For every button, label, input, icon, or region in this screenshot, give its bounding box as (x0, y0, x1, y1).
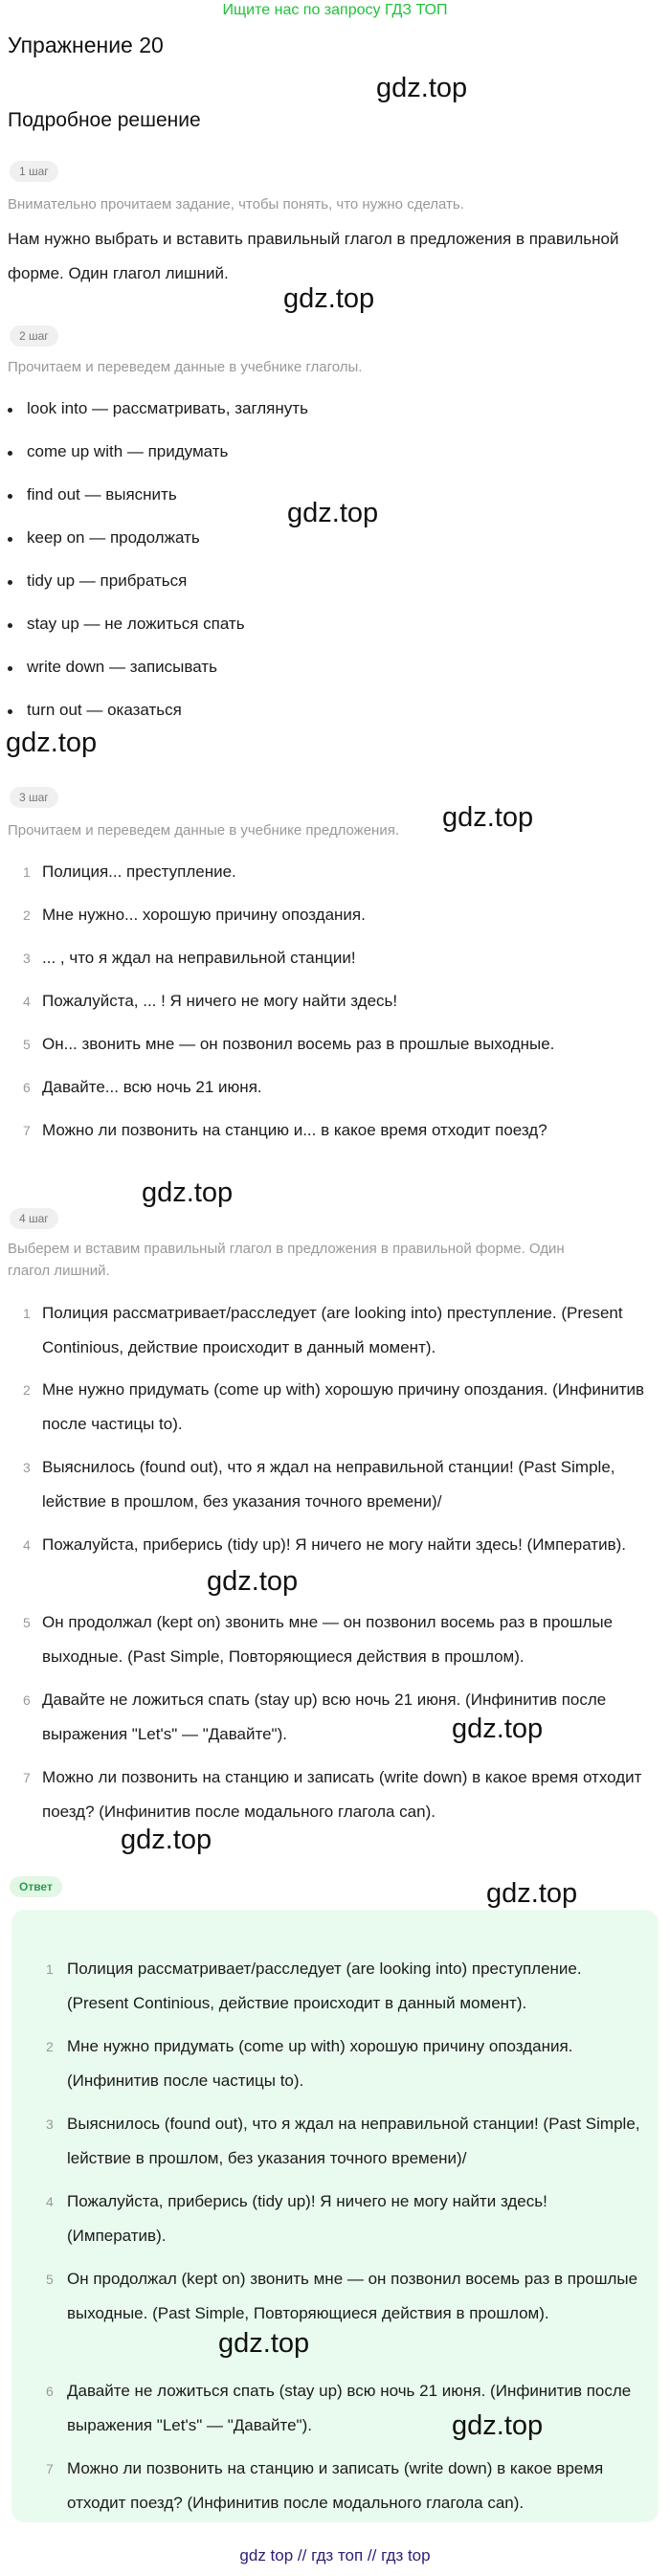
watermark: gdz.top (207, 1566, 299, 1597)
step-badge-4: 4 шаг (10, 1208, 58, 1229)
verb-item: stay up — не ложиться спать (27, 615, 245, 633)
step-badge-2: 2 шаг (10, 325, 58, 347)
watermark: gdz.top (283, 283, 375, 314)
footer-links: gdz top // гдз топ // гдз top (239, 2546, 431, 2565)
verb-item: come up with — придумать (27, 442, 229, 460)
verb-item: turn out — оказаться (27, 701, 182, 719)
step-1-text: Нам нужно выбрать и вставить правильный глагол в предложения в правильной форме. Один глагол лишний. (8, 230, 619, 282)
step-3-intro: Прочитаем и переведем данные в учебнике предложения. (8, 822, 400, 839)
watermark: gdz.top (287, 498, 379, 528)
watermark: gdz.top (121, 1825, 212, 1855)
step-4-intro: Выберем и вставим правильный глагол в предложения в правильной форме. Один глагол лишний. (8, 1241, 565, 1279)
answer-badge: Ответ (10, 1876, 62, 1897)
watermark: gdz.top (452, 1714, 544, 1744)
watermark: gdz.top (6, 728, 98, 758)
verb-item: look into — рассматривать, заглянуть (27, 399, 308, 417)
watermark: gdz.top (142, 1177, 234, 1208)
step-1-intro: Внимательно прочитаем задание, чтобы понять, что нужно сделать. (8, 196, 464, 213)
page-title: Упражнение 20 (8, 33, 164, 57)
verb-item: tidy up — прибраться (27, 571, 188, 590)
watermark: gdz.top (218, 2328, 310, 2359)
search-banner: Ищите нас по запросу ГДЗ ТОП (222, 2, 448, 18)
step-2-intro: Прочитаем и переведем данные в учебнике глаголы. (8, 359, 363, 375)
step-badge-1: 1 шаг (10, 161, 58, 182)
watermark: gdz.top (376, 73, 468, 103)
verb-item: keep on — продолжать (27, 528, 200, 547)
verb-item: find out — выяснить (27, 485, 177, 504)
watermark: gdz.top (452, 2410, 544, 2441)
section-title: Подробное решение (8, 109, 201, 131)
verb-item: write down — записывать (27, 658, 217, 676)
answer-box: 1 Полиция рассматривает/расследует (are looking into) преступление. (Present Continious, действие происходит в данный момент). 2 Мне нужно придумать (come up with) хорошую причину опоздания. (Инфинитив после частицы to). 3 Выяснилось (found out), что я ждал на неправильной станции! (Past Simple, lействие в прошлом, без указания точного времени)/ 4 Пожалуйста, приберись (tidy up)! Я ничего не могу найти здесь! (Императив). 5 Он продолжал (kept on) звонить мне — он позвонил восемь раз в прошлые выходные. (Past Simple, Повторяющиеся действия в прошлом). 6 Давайте не ложиться спать (stay up) всю ночь 21 июня. (Инфинитив после выражения "Let's" — "Давайте"). 7 Можно ли позвонить на станцию и записать (write down) в какое время отходит поезд? (Инфинитив после модального глагола can). (11, 1910, 659, 2522)
step-badge-3: 3 шаг (10, 787, 58, 808)
watermark: gdz.top (486, 1878, 578, 1909)
watermark: gdz.top (442, 802, 534, 833)
